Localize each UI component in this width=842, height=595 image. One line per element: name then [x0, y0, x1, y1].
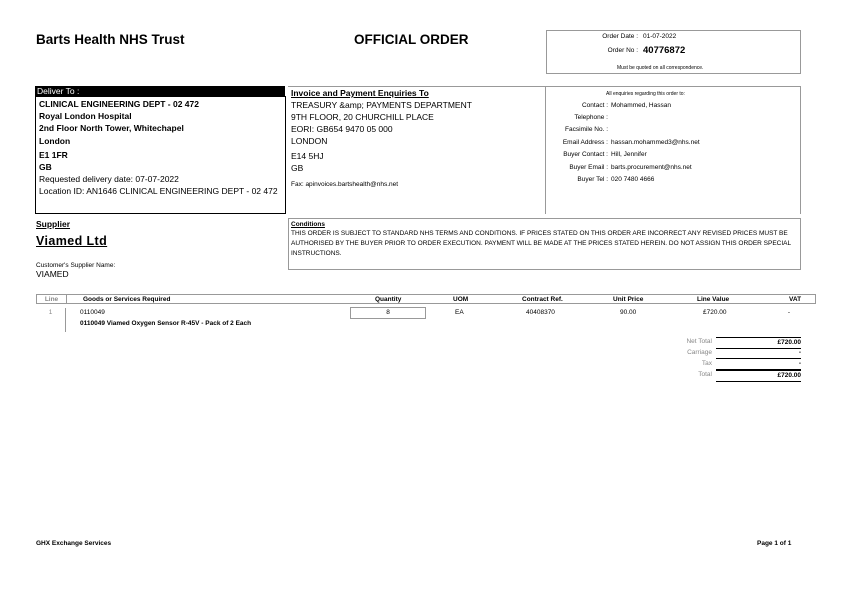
carriage-label: Carriage — [687, 349, 712, 356]
conditions-text: THIS ORDER IS SUBJECT TO STANDARD NHS TERMS AND CONDITIONS. IF PRICES STATED ON THIS ORDER ARE INCORRECT ANY REVISED PRICES MUST BE AUTHORISED BY THE BUYER PRIOR TO ORDER EXECUTION. PAYMENT WILL BE MADE AT THE PRICES STATED HEREIN. DO NOT ASSIGN THIS ORDER SPECIAL INSTRUCTIONS. — [291, 230, 791, 257]
row-unit-price: 90.00 — [620, 309, 637, 316]
supplier-name: Viamed Ltd — [36, 234, 108, 248]
total-row — [640, 370, 802, 380]
invoice-enquiries-box — [288, 86, 546, 214]
invoice-email[interactable]: Fax: apinvoices.bartshealth@nhs.net — [291, 181, 399, 188]
row-uom: EA — [455, 309, 464, 316]
deliver-postcode: E1 1FR — [39, 149, 68, 160]
page-number: Page 1 of 1 — [757, 540, 792, 547]
deliver-address-line: 2nd Floor North Tower, Whitechapel — [39, 123, 184, 134]
enquiries-note: All enquiries regarding this order to: — [606, 91, 685, 97]
deliver-to-heading: Deliver To : — [35, 86, 285, 96]
order-info-box — [546, 30, 801, 74]
order-date-label: Order Date : — [602, 33, 638, 40]
customer-supplier-value: VIAMED — [36, 269, 69, 279]
buyer-email-label: Buyer Email : — [569, 164, 608, 171]
carriage-value: - — [716, 348, 801, 359]
row-contract-ref: 40408370 — [526, 309, 555, 316]
document-title: OFFICIAL ORDER — [354, 32, 469, 47]
location-id: Location ID: AN1646 CLINICAL ENGINEERING DEPT - 02 472 — [39, 186, 278, 197]
contact-box — [546, 86, 801, 214]
col-goods: Goods or Services Required — [83, 296, 171, 303]
buyer-tel-value: 020 7480 4666 — [611, 176, 655, 183]
deliver-city: London — [39, 135, 71, 146]
requested-delivery-date: Requested delivery date: 07-07-2022 — [39, 174, 179, 185]
order-date-row — [547, 33, 800, 43]
net-total-value: £720.00 — [716, 337, 801, 349]
row-description: 0110049 Viamed Oxygen Sensor R-45V - Pack of 2 Each — [80, 320, 252, 327]
invoice-country: GB — [291, 163, 304, 173]
row-line-value: £720.00 — [703, 309, 727, 316]
conditions-heading: Conditions — [291, 221, 325, 228]
buyer-email-value[interactable]: barts.procurement@nhs.net — [611, 164, 692, 171]
col-line-value: Line Value — [697, 296, 730, 303]
order-number-label: Order No : — [607, 47, 638, 54]
buyer-contact-label: Buyer Contact : — [563, 151, 608, 158]
telephone-label: Telephone : — [574, 114, 608, 121]
row-item-code: 0110049 — [80, 309, 105, 316]
email-value[interactable]: hassan.mohammed3@nhs.net — [611, 139, 700, 146]
order-date-value: 01-07-2022 — [643, 33, 677, 40]
col-vat: VAT — [789, 296, 802, 303]
total-label: Total — [698, 371, 712, 378]
invoice-department: TREASURY &amp; PAYMENTS DEPARTMENT — [291, 100, 472, 110]
contact-value: Mohammed, Hassan — [611, 102, 671, 109]
net-total-label: Net Total — [686, 338, 712, 345]
tax-value: - — [716, 359, 801, 370]
invoice-postcode: E14 5HJ — [291, 151, 324, 161]
contact-label: Contact : — [581, 102, 608, 109]
col-unit-price: Unit Price — [613, 296, 644, 303]
order-number-row — [547, 45, 800, 57]
tax-row — [640, 359, 802, 369]
conditions-box — [288, 218, 801, 270]
col-uom: UOM — [453, 296, 469, 303]
row-quantity: 8 — [350, 307, 426, 319]
net-total-row — [640, 337, 802, 347]
order-number-value: 40776872 — [643, 45, 686, 56]
deliver-department: CLINICAL ENGINEERING DEPT - 02 472 — [39, 99, 199, 109]
buyer-contact-value: Hill, Jennifer — [611, 151, 647, 158]
email-label: Email Address : — [562, 139, 608, 146]
trust-name: Barts Health NHS Trust — [36, 32, 185, 47]
deliver-site: Royal London Hospital — [39, 111, 132, 122]
invoice-heading: Invoice and Payment Enquiries To — [291, 88, 429, 98]
row-vat: - — [787, 309, 791, 316]
col-contract-ref: Contract Ref. — [522, 296, 563, 303]
items-table-header — [36, 294, 816, 304]
supplier-label: Supplier — [36, 219, 71, 229]
deliver-to-box — [35, 96, 286, 214]
facsimile-label: Facsimile No. : — [565, 126, 608, 133]
deliver-country: GB — [39, 162, 52, 173]
col-line: Line — [37, 295, 67, 304]
customer-supplier-label: Customer's Supplier Name: — [36, 262, 116, 269]
quote-note: Must be quoted on all correspondence. — [617, 65, 704, 71]
invoice-city: LONDON — [291, 136, 328, 146]
invoice-address-line: 9TH FLOOR, 20 CHURCHILL PLACE — [291, 112, 434, 122]
table-row — [36, 306, 816, 334]
tax-label: Tax — [701, 360, 712, 367]
carriage-row — [640, 348, 802, 358]
row-line-number: 1 — [36, 308, 66, 332]
buyer-tel-label: Buyer Tel : — [577, 176, 608, 183]
total-value: £720.00 — [716, 370, 801, 382]
col-quantity: Quantity — [375, 296, 402, 303]
footer-provider: GHX Exchange Services — [36, 540, 112, 547]
invoice-eori: EORI: GB654 9470 05 000 — [291, 124, 393, 134]
